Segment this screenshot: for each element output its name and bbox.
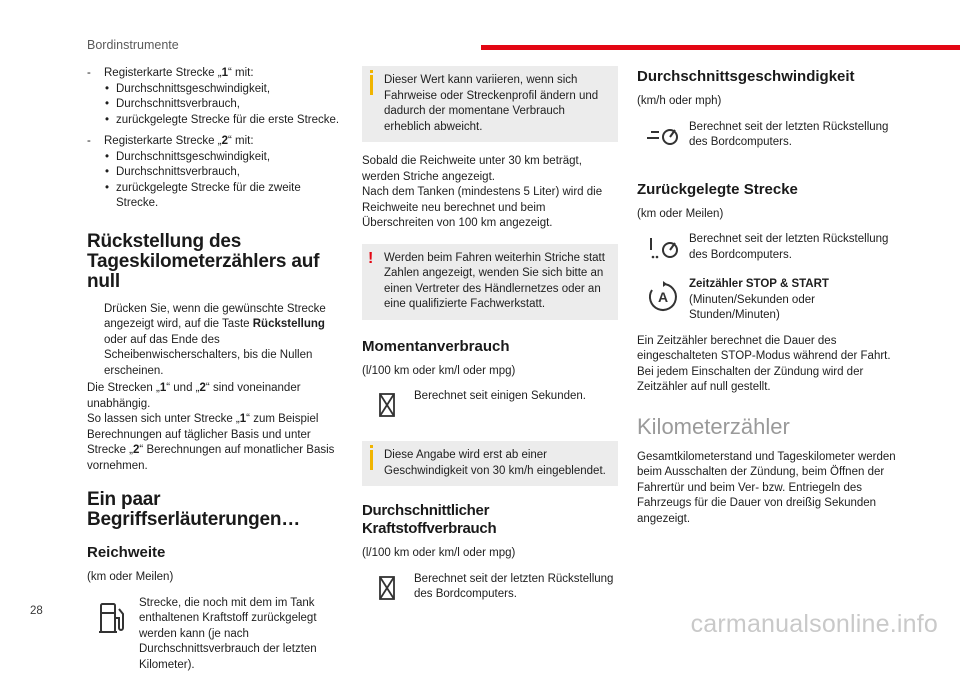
list-item: • Durchschnittsverbrauch, xyxy=(104,165,345,181)
tab2-label-pre: Registerkarte Strecke „ xyxy=(104,135,222,147)
tab1-block xyxy=(87,66,345,128)
dash-mark: - xyxy=(87,135,91,147)
tab1-number: 1 xyxy=(221,67,229,79)
avg-speed-row xyxy=(637,120,899,151)
stop-start-explanation: Ein Zeitzähler berechnet die Dauer des eingeschalteten STOP-Modus während der Fahrt. Bei jedem Einschalten der Zündung wird der Zeitzähler auf null gestellt. xyxy=(637,334,891,393)
reset-heading-line2: Tageskilometerzählers auf null xyxy=(87,250,320,292)
dash-explanation-1: Sobald die Reichweite unter 30 km beträgt, werden Striche angezeigt. xyxy=(362,155,582,183)
dash-explanation-2: Nach dem Tanken (mindestens 5 Liter) wird die Reichweite neu berechnet und beim Überschreiten von 100 km angezeigt. xyxy=(362,186,603,229)
tab1-list xyxy=(104,82,345,129)
info-note-speed xyxy=(362,441,618,486)
fuel-consumption-icon xyxy=(376,391,400,419)
header-title: Bordinstrumente xyxy=(87,38,179,52)
avg-speed-heading: Durchschnittsgeschwindigkeit xyxy=(637,68,855,85)
reset-button-name: Rückstellung xyxy=(252,318,325,330)
tab2-list xyxy=(104,150,345,212)
stop-start-title: Zeitzähler STOP & START xyxy=(689,278,829,290)
warning-note-text: Werden beim Fahren weiterhin Striche statt Zahlen angezeigt, wenden Sie sich bitte an einen Vertreter des Händlernetzes oder an eine qualifizierte Fachwerkstatt. xyxy=(384,251,605,310)
distance-unit: (km oder Meilen) xyxy=(637,207,724,220)
example-b: 1 xyxy=(239,413,247,425)
list-item: • Durchschnittsgeschwindigkeit, xyxy=(104,150,345,166)
page-number: 28 xyxy=(30,605,43,617)
range-row xyxy=(87,596,345,674)
tab2-label-post: “ mit: xyxy=(228,135,254,147)
info-icon xyxy=(370,75,373,95)
column-right xyxy=(637,66,899,533)
example-d: 2 xyxy=(133,444,140,456)
example-c: “ zum Beispiel Berechnungen auf täglicher Basis und unter Strecke „ xyxy=(87,413,319,456)
avg-speed-desc: Berechnet seit der letzten Rückstellung des Bordcomputers. xyxy=(689,120,889,148)
watermark: carmanualsonline.info xyxy=(690,610,938,638)
instant-heading: Momentanverbrauch xyxy=(362,337,510,355)
instant-row xyxy=(362,389,618,419)
example-e: “ Berechnungen auf monatlicher Basis vornehmen. xyxy=(87,444,335,472)
instant-unit: (l/100 km oder km/l oder mpg) xyxy=(362,364,516,377)
reset-heading-line1: Rückstellung des xyxy=(87,230,242,252)
tab2-number: 2 xyxy=(221,135,229,147)
stop-start-row xyxy=(637,277,899,324)
list-item: • zurückgelegte Strecke für die erste Strecke. xyxy=(104,113,345,129)
info-icon xyxy=(370,450,373,470)
avg-fuel-row xyxy=(362,572,618,603)
distance-heading: Zurückgelegte Strecke xyxy=(637,180,798,198)
reset-heading xyxy=(87,232,345,292)
tab1-label-pre: Registerkarte Strecke „ xyxy=(104,67,222,79)
range-unit: (km oder Meilen) xyxy=(87,571,174,583)
fuel-average-icon xyxy=(376,574,400,602)
avg-fuel-desc: Berechnet seit der letzten Rückstellung des Bordcomputers. xyxy=(414,572,614,600)
odometer-heading: Kilometerzähler xyxy=(637,413,790,439)
instant-desc: Berechnet seit einigen Sekunden. xyxy=(414,390,586,402)
stop-start-icon xyxy=(647,281,679,313)
column-middle xyxy=(362,66,618,613)
distance-icon xyxy=(643,234,683,262)
avg-speed-unit: (km/h oder mph) xyxy=(637,95,722,107)
info-note-variation xyxy=(362,66,618,142)
reset-text-c: oder auf das Ende des Scheibenwischerschalters, bis die Nullen erscheinen. xyxy=(104,333,313,377)
info-note-text: Dieser Wert kann variieren, wenn sich Fahrweise oder Streckenprofil ändern und dadurch der momentane Verbrauch erheblich abweicht. xyxy=(384,74,599,133)
stop-start-unit: (Minuten/Sekunden oder Stunden/Minuten) xyxy=(689,293,815,321)
indep-b: 1 xyxy=(159,382,167,394)
column-left xyxy=(87,66,345,683)
odometer-text: Gesamtkilometerstand und Tageskilometer werden beim Ausschalten der Zündung, beim Öffnen der Fahrertür und beim Ver- bzw. Entriegeln des Fahrzeugs für die Dauer von dreißig Sekunden angezeigt. xyxy=(637,450,896,525)
example-note xyxy=(87,412,345,474)
independent-note xyxy=(87,381,345,412)
indep-c: “ und „ xyxy=(166,382,200,394)
header-accent-bar xyxy=(481,45,960,50)
list-item: • Durchschnittsverbrauch, xyxy=(104,97,345,113)
example-a: So lassen sich unter Strecke „ xyxy=(87,413,240,425)
list-item: • Durchschnittsgeschwindigkeit, xyxy=(104,82,345,98)
indep-d: 2 xyxy=(199,382,206,394)
info-note-text: Diese Angabe wird erst ab einer Geschwindigkeit von 30 km/h eingeblendet. xyxy=(384,449,606,477)
range-heading: Reichweite xyxy=(87,544,166,561)
warning-note xyxy=(362,244,618,320)
range-desc: Strecke, die noch mit dem im Tank enthaltenen Kraftstoff zurückgelegt werden kann (je nach Durchschnittsverbrauch der letzten Kilometer). xyxy=(139,596,317,671)
avg-fuel-heading: Durchschnittlicher Kraftstoffverbrauch xyxy=(362,502,497,537)
list-item: • zurückgelegte Strecke für die zweite Strecke. xyxy=(104,181,345,212)
stop-start-text xyxy=(689,277,899,324)
fuel-pump-icon xyxy=(96,598,130,636)
warning-icon: ! xyxy=(368,249,374,267)
terms-heading: Ein paar Begriffserläuterungen… xyxy=(87,489,301,530)
stop-start-letter: A xyxy=(657,289,669,305)
indep-a: Die Strecken „ xyxy=(87,382,160,394)
tab2-block xyxy=(87,134,345,212)
distance-desc: Berechnet seit der letzten Rückstellung des Bordcomputers. xyxy=(689,233,889,261)
reset-text-a: Drücken Sie, wenn die gewünschte Strecke angezeigt wird, auf die Taste xyxy=(104,302,326,330)
speed-average-icon xyxy=(643,122,683,148)
reset-instruction xyxy=(87,302,345,380)
dash-mark: - xyxy=(87,67,91,79)
distance-row xyxy=(637,232,899,263)
indep-e: “ sind voneinander unabhängig. xyxy=(87,382,301,410)
tab1-label-post: “ mit: xyxy=(228,67,254,79)
avg-fuel-unit: (l/100 km oder km/l oder mpg) xyxy=(362,547,516,559)
